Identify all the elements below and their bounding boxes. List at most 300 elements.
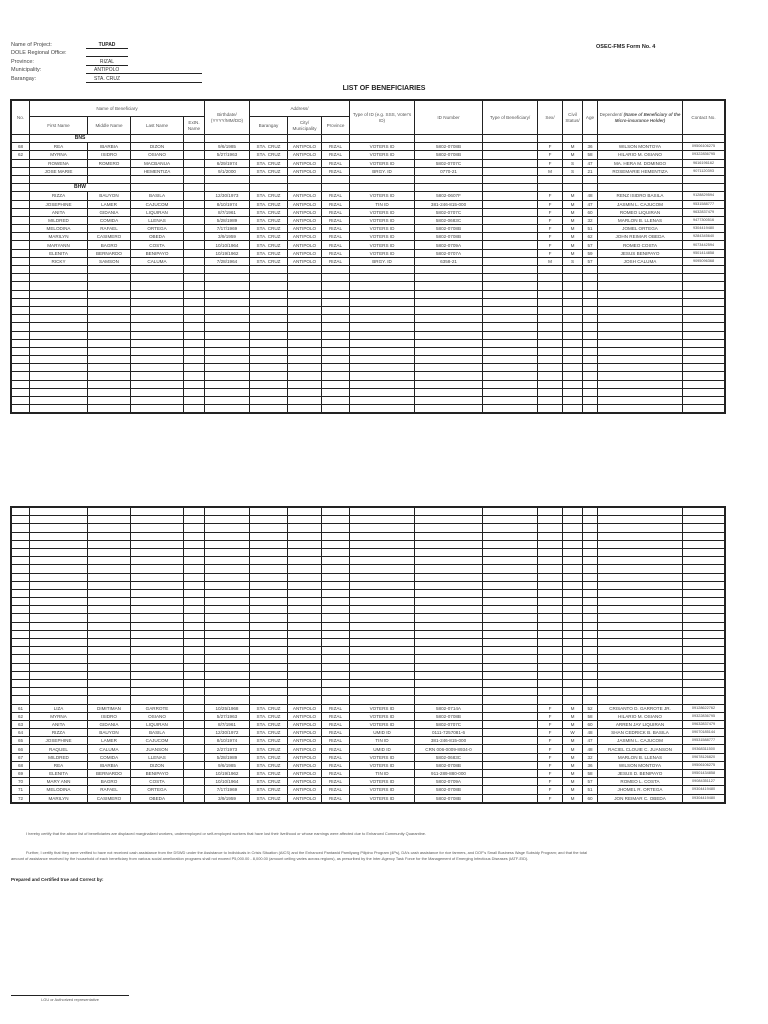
cell-first bbox=[30, 589, 88, 597]
cell-middle bbox=[88, 622, 131, 630]
cell-sex: F bbox=[538, 249, 563, 257]
cell-contact: 09322836795 bbox=[683, 151, 725, 159]
cell-barangay: STA. CRUZ bbox=[250, 720, 288, 728]
cell-type-ben bbox=[483, 786, 538, 794]
cell-birth bbox=[205, 282, 250, 290]
cell-province bbox=[322, 622, 350, 630]
cell-sex bbox=[538, 557, 563, 565]
cell-civil: W bbox=[563, 729, 583, 737]
cell-ext bbox=[184, 282, 205, 290]
cell-dependent: JHOMEL R. ORTEGA bbox=[598, 786, 683, 794]
cell-id-number bbox=[415, 688, 483, 696]
cell-barangay bbox=[250, 573, 288, 581]
cell-type-ben bbox=[483, 622, 538, 630]
cell-province bbox=[322, 266, 350, 274]
cell-middle bbox=[88, 671, 131, 679]
table-row bbox=[12, 388, 725, 396]
cell-first bbox=[30, 298, 88, 306]
cell-province bbox=[322, 655, 350, 663]
cell-dependent bbox=[598, 306, 683, 314]
cell-contact: 09304419480 bbox=[683, 786, 725, 794]
table-row bbox=[12, 655, 725, 663]
cell-province bbox=[322, 397, 350, 405]
cell-type-ben bbox=[483, 745, 538, 753]
cell-dependent bbox=[598, 671, 683, 679]
cell-age bbox=[583, 380, 598, 388]
cell-city bbox=[288, 696, 322, 704]
cell-birth bbox=[205, 622, 250, 630]
cell-barangay bbox=[250, 679, 288, 687]
cell-birth bbox=[205, 606, 250, 614]
cell-age bbox=[583, 540, 598, 548]
cell-type-id bbox=[350, 388, 415, 396]
cell-province bbox=[322, 647, 350, 655]
cell-first bbox=[30, 630, 88, 638]
cell-first bbox=[30, 380, 88, 388]
cell-contact bbox=[683, 274, 725, 282]
cell-last bbox=[131, 516, 184, 524]
cell-middle bbox=[88, 679, 131, 687]
cell-civil bbox=[563, 175, 583, 183]
cell-type-ben bbox=[483, 598, 538, 606]
cell-sex bbox=[538, 282, 563, 290]
cell-first: REA bbox=[30, 143, 88, 151]
cell-middle bbox=[88, 630, 131, 638]
cell-last bbox=[131, 696, 184, 704]
cell-empty bbox=[350, 184, 415, 192]
cell-sex: F bbox=[538, 770, 563, 778]
cell-contact bbox=[683, 565, 725, 573]
cell-age: 51 bbox=[583, 225, 598, 233]
cell-civil bbox=[563, 679, 583, 687]
table-row bbox=[12, 208, 725, 216]
cell-empty bbox=[563, 184, 583, 192]
cell-sex bbox=[538, 339, 563, 347]
cell-id-number bbox=[415, 372, 483, 380]
col-age: Age bbox=[583, 101, 598, 135]
cell-city bbox=[288, 581, 322, 589]
cell-middle: GIDANIA bbox=[88, 720, 131, 728]
cell-ext bbox=[184, 508, 205, 516]
cell-last: BASILA bbox=[131, 729, 184, 737]
cell-id-number bbox=[415, 581, 483, 589]
cell-province: RIZAL bbox=[322, 159, 350, 167]
cell-no bbox=[12, 647, 30, 655]
cell-last: LLENAS bbox=[131, 216, 184, 224]
cell-sex: F bbox=[538, 794, 563, 802]
cell-city bbox=[288, 655, 322, 663]
cell-ext bbox=[184, 388, 205, 396]
cell-contact bbox=[683, 540, 725, 548]
cell-contact bbox=[683, 298, 725, 306]
cell-type-id: VOTERS ID bbox=[350, 233, 415, 241]
table-row bbox=[12, 200, 725, 208]
cell-birth bbox=[205, 573, 250, 581]
cell-birth bbox=[205, 266, 250, 274]
cell-first: RAQUEL bbox=[30, 745, 88, 753]
cell-civil bbox=[563, 663, 583, 671]
cell-id-number bbox=[415, 622, 483, 630]
cell-no bbox=[12, 241, 30, 249]
cell-birth bbox=[205, 540, 250, 548]
cell-province bbox=[322, 315, 350, 323]
cell-no: 61 bbox=[12, 704, 30, 712]
cell-civil bbox=[563, 306, 583, 314]
cell-last bbox=[131, 339, 184, 347]
cell-id-number: 5802-0707C bbox=[415, 208, 483, 216]
cell-province bbox=[322, 524, 350, 532]
cell-sex: F bbox=[538, 737, 563, 745]
cell-id-number: 381-246-815-000 bbox=[415, 737, 483, 745]
cell-last bbox=[131, 306, 184, 314]
cell-first bbox=[30, 364, 88, 372]
cell-last: OSIANO bbox=[131, 151, 184, 159]
cell-city: ANTIPOLO bbox=[288, 208, 322, 216]
cell-ext bbox=[184, 151, 205, 159]
cell-no bbox=[12, 573, 30, 581]
cell-city bbox=[288, 339, 322, 347]
cell-last bbox=[131, 372, 184, 380]
cell-civil bbox=[563, 655, 583, 663]
cell-ext bbox=[184, 532, 205, 540]
cell-age: 21 bbox=[583, 167, 598, 175]
cell-type-ben bbox=[483, 606, 538, 614]
cell-age: 59 bbox=[583, 249, 598, 257]
cell-civil bbox=[563, 282, 583, 290]
cell-birth bbox=[205, 315, 250, 323]
cell-province: RIZAL bbox=[322, 778, 350, 786]
cell-no bbox=[12, 306, 30, 314]
cell-barangay: STA. CRUZ bbox=[250, 159, 288, 167]
cell-sex: M bbox=[538, 257, 563, 265]
cell-contact bbox=[683, 339, 725, 347]
cell-province: RIZAL bbox=[322, 794, 350, 802]
cell-province bbox=[322, 565, 350, 573]
cell-barangay bbox=[250, 696, 288, 704]
cell-id-number: CRN 006-0009-8934-0 bbox=[415, 745, 483, 753]
cell-barangay bbox=[250, 565, 288, 573]
cell-sex bbox=[538, 175, 563, 183]
cell-type-id: UMID ID bbox=[350, 729, 415, 737]
cell-city: ANTIPOLO bbox=[288, 225, 322, 233]
cell-city bbox=[288, 548, 322, 556]
cell-dependent: MARLON B. LLENAS bbox=[598, 753, 683, 761]
cell-civil bbox=[563, 540, 583, 548]
table-row bbox=[12, 622, 725, 630]
cell-city bbox=[288, 331, 322, 339]
cell-middle: LAMER bbox=[88, 200, 131, 208]
cell-city: ANTIPOLO bbox=[288, 737, 322, 745]
cell-civil bbox=[563, 696, 583, 704]
cell-sex bbox=[538, 380, 563, 388]
cell-first bbox=[30, 639, 88, 647]
cell-province bbox=[322, 306, 350, 314]
cell-id-number bbox=[415, 298, 483, 306]
cell-no bbox=[12, 516, 30, 524]
cell-empty bbox=[583, 135, 598, 143]
cell-type-id: VOTERS ID bbox=[350, 151, 415, 159]
cell-age bbox=[583, 573, 598, 581]
col-sex: Sex/ bbox=[538, 101, 563, 135]
cell-dependent bbox=[598, 508, 683, 516]
cell-first bbox=[30, 524, 88, 532]
cell-province bbox=[322, 323, 350, 331]
cell-birth: 8/7/1961 bbox=[205, 720, 250, 728]
cell-civil: M bbox=[563, 778, 583, 786]
cell-dependent: ROMEO L. COSTA bbox=[598, 778, 683, 786]
cell-type-id bbox=[350, 573, 415, 581]
cell-first bbox=[30, 274, 88, 282]
cell-province bbox=[322, 274, 350, 282]
cell-first bbox=[30, 323, 88, 331]
cell-birth: 2/27/1973 bbox=[205, 745, 250, 753]
cell-middle: COMIDA bbox=[88, 216, 131, 224]
cell-barangay: STA. CRUZ bbox=[250, 241, 288, 249]
cell-birth: 8/7/1961 bbox=[205, 208, 250, 216]
cell-birth bbox=[205, 581, 250, 589]
cell-dependent bbox=[598, 331, 683, 339]
cell-barangay bbox=[250, 606, 288, 614]
cell-first: ROWENA bbox=[30, 159, 88, 167]
cell-city bbox=[288, 298, 322, 306]
cell-province bbox=[322, 364, 350, 372]
cell-contact: 9477300516 bbox=[683, 216, 725, 224]
cell-first bbox=[30, 565, 88, 573]
cell-id-number: 5802-0707C bbox=[415, 720, 483, 728]
cell-province bbox=[322, 356, 350, 364]
cell-province bbox=[322, 679, 350, 687]
cell-contact bbox=[683, 516, 725, 524]
cell-ext bbox=[184, 323, 205, 331]
cell-birth: 12/30/1972 bbox=[205, 729, 250, 737]
table-row bbox=[12, 257, 725, 265]
table-row bbox=[12, 786, 725, 794]
cell-type-id bbox=[350, 630, 415, 638]
certification-text-2b: amount of assistance received by the household of each beneficiary from various social amelioration programs shall not exceed P5,000.00 - 8,000.00 (amount ceiling varies across regions), as prescribed by the Inter-Agency Task Force for the Management of Emerging Infectious Diseases (IATF-EID). bbox=[11, 856, 529, 861]
certification-text-1: I hereby certify that the above list of beneficiaries are displaced marginalized workers, underemployed or self-employed workers that have lost their livelihood or whose earnings were affected due to Enhanced Community Quarantine. bbox=[26, 831, 427, 836]
cell-middle: CALUMA bbox=[88, 745, 131, 753]
cell-middle bbox=[88, 347, 131, 355]
cell-dependent: ROMEO LIQUIRAN bbox=[598, 208, 683, 216]
cell-city bbox=[288, 524, 322, 532]
cell-empty bbox=[322, 184, 350, 192]
cell-id-number: 5802-0708B bbox=[415, 143, 483, 151]
cell-barangay bbox=[250, 364, 288, 372]
cell-last: DIZON bbox=[131, 761, 184, 769]
cell-ext bbox=[184, 548, 205, 556]
cell-age bbox=[583, 598, 598, 606]
cell-ext bbox=[184, 622, 205, 630]
cell-first: RICKY bbox=[30, 257, 88, 265]
cell-sex: F bbox=[538, 786, 563, 794]
cell-last bbox=[131, 639, 184, 647]
cell-civil: M bbox=[563, 761, 583, 769]
cell-ext bbox=[184, 581, 205, 589]
cell-birth: 6/29/1974 bbox=[205, 159, 250, 167]
certification-text-2a: Further, I certify that they were verified to have not received cash assistance from the DSWD under the Assistance to Individuals in Crisis Situation (AICS) and the Enhanced Pantawid Pamilyang Pilipino Program (4Ps), DA's cash assistance for rice farmers, and DOF's Small Business Wage Subsidy Program; and that the total bbox=[26, 850, 587, 855]
cell-ext bbox=[184, 233, 205, 241]
cell-sex bbox=[538, 663, 563, 671]
cell-city bbox=[288, 606, 322, 614]
cell-city: ANTIPOLO bbox=[288, 761, 322, 769]
col-barangay: Barangay bbox=[250, 117, 288, 135]
cell-dependent bbox=[598, 405, 683, 413]
cell-birth bbox=[205, 323, 250, 331]
cell-sex: M bbox=[538, 167, 563, 175]
cell-ext bbox=[184, 663, 205, 671]
cell-no bbox=[12, 557, 30, 565]
cell-type-ben bbox=[483, 356, 538, 364]
cell-first bbox=[30, 598, 88, 606]
cell-no bbox=[12, 331, 30, 339]
cell-middle: RAFAEL bbox=[88, 786, 131, 794]
cell-birth: 10/25/1968 bbox=[205, 704, 250, 712]
cell-age bbox=[583, 356, 598, 364]
cell-age bbox=[583, 557, 598, 565]
col-no: No. bbox=[12, 101, 30, 135]
cell-sex bbox=[538, 508, 563, 516]
cell-last bbox=[131, 581, 184, 589]
table-row bbox=[12, 639, 725, 647]
cell-type-id bbox=[350, 557, 415, 565]
cell-city bbox=[288, 540, 322, 548]
cell-middle bbox=[88, 282, 131, 290]
cell-age bbox=[583, 347, 598, 355]
cell-type-ben bbox=[483, 208, 538, 216]
cell-sex bbox=[538, 372, 563, 380]
cell-ext bbox=[184, 679, 205, 687]
cell-type-ben bbox=[483, 770, 538, 778]
cell-middle: CASIMERO bbox=[88, 794, 131, 802]
project-name-label: Name of Project: bbox=[11, 42, 52, 48]
cell-middle bbox=[88, 524, 131, 532]
cell-last: HEMENTIZA bbox=[131, 167, 184, 175]
cell-age bbox=[583, 548, 598, 556]
table-row bbox=[12, 548, 725, 556]
cell-birth bbox=[205, 614, 250, 622]
table-row bbox=[12, 778, 725, 786]
cell-ext bbox=[184, 331, 205, 339]
cell-age: 48 bbox=[583, 729, 598, 737]
cell-birth: 8/10/1974 bbox=[205, 737, 250, 745]
cell-id-number: 5802-0683C bbox=[415, 216, 483, 224]
cell-contact bbox=[683, 331, 725, 339]
cell-civil bbox=[563, 606, 583, 614]
cell-id-number bbox=[415, 290, 483, 298]
cell-first bbox=[30, 548, 88, 556]
cell-sex bbox=[538, 266, 563, 274]
cell-barangay bbox=[250, 524, 288, 532]
cell-type-ben bbox=[483, 241, 538, 249]
cell-type-ben bbox=[483, 639, 538, 647]
cell-ext bbox=[184, 167, 205, 175]
cell-type-ben bbox=[483, 540, 538, 548]
cell-age: 57 bbox=[583, 241, 598, 249]
cell-civil bbox=[563, 557, 583, 565]
cell-empty bbox=[350, 135, 415, 143]
cell-type-ben bbox=[483, 225, 538, 233]
cell-sex bbox=[538, 290, 563, 298]
cell-city: ANTIPOLO bbox=[288, 143, 322, 151]
cell-type-ben bbox=[483, 151, 538, 159]
table-row bbox=[12, 356, 725, 364]
cell-id-number: 5802-0707A bbox=[415, 249, 483, 257]
cell-city bbox=[288, 364, 322, 372]
table-row bbox=[12, 315, 725, 323]
col-city: City/ Municipality bbox=[288, 117, 322, 135]
cell-type-ben bbox=[483, 573, 538, 581]
cell-barangay: STA. CRUZ bbox=[250, 151, 288, 159]
cell-first: ANITA bbox=[30, 720, 88, 728]
cell-empty bbox=[288, 184, 322, 192]
cell-no bbox=[12, 688, 30, 696]
cell-first bbox=[30, 347, 88, 355]
cell-type-ben bbox=[483, 630, 538, 638]
cell-province bbox=[322, 696, 350, 704]
cell-last bbox=[131, 380, 184, 388]
table-row bbox=[12, 573, 725, 581]
cell-first: JOSE MARIE bbox=[30, 167, 88, 175]
cell-sex bbox=[538, 598, 563, 606]
cell-dependent bbox=[598, 581, 683, 589]
cell-dependent bbox=[598, 397, 683, 405]
table-row bbox=[12, 192, 725, 200]
cell-age: 51 bbox=[583, 786, 598, 794]
cell-sex: F bbox=[538, 216, 563, 224]
cell-id-number bbox=[415, 573, 483, 581]
cell-contact: 9531588777 bbox=[683, 200, 725, 208]
barangay-label: Barangay: bbox=[11, 76, 37, 82]
cell-city bbox=[288, 671, 322, 679]
table-row bbox=[12, 347, 725, 355]
cell-province bbox=[322, 614, 350, 622]
cell-type-ben bbox=[483, 233, 538, 241]
cell-barangay bbox=[250, 622, 288, 630]
cell-type-id: VOTERS ID bbox=[350, 192, 415, 200]
cell-sex bbox=[538, 606, 563, 614]
cell-type-ben bbox=[483, 581, 538, 589]
cell-first: JOSEPHINE bbox=[30, 737, 88, 745]
cell-city bbox=[288, 397, 322, 405]
cell-dependent bbox=[598, 380, 683, 388]
cell-middle bbox=[88, 639, 131, 647]
cell-sex: F bbox=[538, 208, 563, 216]
cell-type-ben bbox=[483, 159, 538, 167]
cell-ext bbox=[184, 200, 205, 208]
cell-type-id: VOTERS ID bbox=[350, 761, 415, 769]
cell-middle bbox=[88, 606, 131, 614]
cell-type-ben bbox=[483, 397, 538, 405]
cell-birth bbox=[205, 630, 250, 638]
cell-age: 48 bbox=[583, 745, 598, 753]
cell-type-id: VOTERS ID bbox=[350, 208, 415, 216]
table-row bbox=[12, 372, 725, 380]
cell-type-id: VOTERS ID bbox=[350, 786, 415, 794]
cell-ext bbox=[184, 737, 205, 745]
table-row bbox=[12, 794, 725, 802]
table-row bbox=[12, 331, 725, 339]
cell-city: ANTIPOLO bbox=[288, 770, 322, 778]
cell-barangay: STA. CRUZ bbox=[250, 737, 288, 745]
cell-id-number: 5802-0708B bbox=[415, 794, 483, 802]
cell-sex bbox=[538, 679, 563, 687]
col-address-group: Address/ bbox=[250, 101, 350, 117]
cell-age bbox=[583, 339, 598, 347]
cell-birth bbox=[205, 388, 250, 396]
cell-empty bbox=[288, 135, 322, 143]
cell-barangay bbox=[250, 372, 288, 380]
table-row bbox=[12, 630, 725, 638]
